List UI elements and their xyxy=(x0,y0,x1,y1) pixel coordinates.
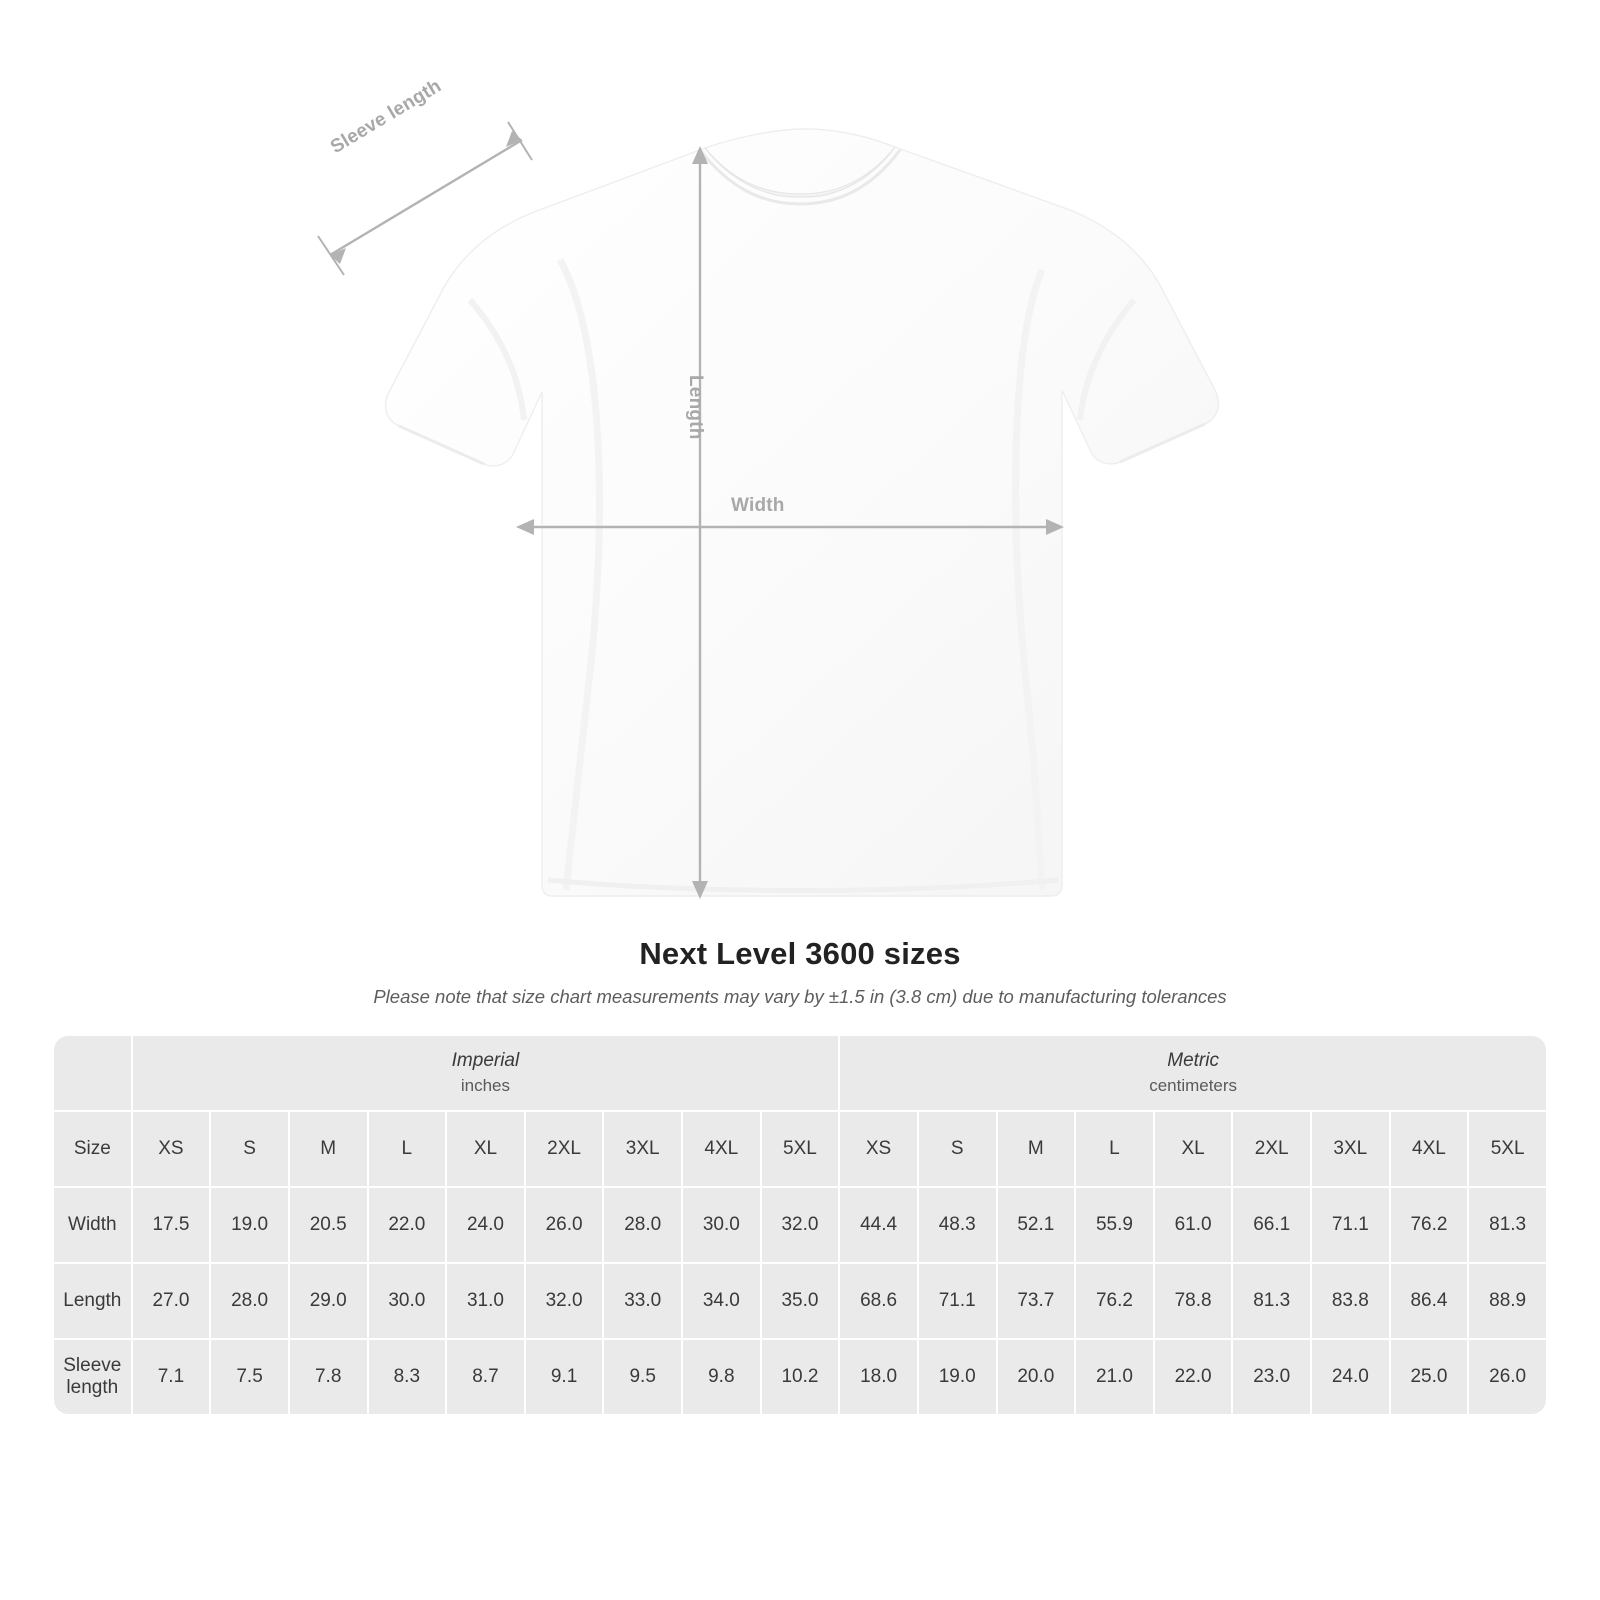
size-column-label: Size xyxy=(54,1112,131,1186)
measurement-cell: 9.8 xyxy=(683,1340,760,1414)
width-label: Width xyxy=(731,495,785,516)
tolerance-note: Please note that size chart measurements may vary by ±1.5 in (3.8 cm) due to manufacturing tolerances xyxy=(373,986,1227,1007)
chart-heading xyxy=(0,936,1600,1008)
measurement-cell: 20.5 xyxy=(290,1188,367,1262)
size-header-cell: XS xyxy=(840,1112,917,1186)
size-header-cell: 3XL xyxy=(1312,1112,1389,1186)
table-corner-cell xyxy=(54,1036,131,1110)
measurement-cell: 28.0 xyxy=(211,1264,288,1338)
measurement-cell: 52.1 xyxy=(998,1188,1075,1262)
size-table xyxy=(52,1034,1548,1416)
measurement-cell: 26.0 xyxy=(1469,1340,1546,1414)
measurement-cell: 29.0 xyxy=(290,1264,367,1338)
measurement-cell: 8.3 xyxy=(369,1340,446,1414)
measurement-cell: 88.9 xyxy=(1469,1264,1546,1338)
measurement-cell: 55.9 xyxy=(1076,1188,1153,1262)
size-header-cell: 4XL xyxy=(683,1112,760,1186)
measurement-cell: 61.0 xyxy=(1155,1188,1232,1262)
measurement-cell: 28.0 xyxy=(604,1188,681,1262)
measurement-cell: 32.0 xyxy=(762,1188,839,1262)
unit-header-row xyxy=(54,1036,1546,1110)
measurement-cell: 35.0 xyxy=(762,1264,839,1338)
measurement-cell: 24.0 xyxy=(447,1188,524,1262)
measurement-cell: 83.8 xyxy=(1312,1264,1389,1338)
row-label-width: Width xyxy=(54,1188,131,1262)
sleeve-length-label: Sleeve length xyxy=(327,75,446,159)
measurement-cell: 68.6 xyxy=(840,1264,917,1338)
measurement-cell: 19.0 xyxy=(211,1188,288,1262)
measurement-cell: 8.7 xyxy=(447,1340,524,1414)
measurement-cell: 21.0 xyxy=(1076,1340,1153,1414)
table-row xyxy=(54,1188,1546,1262)
length-label: Length xyxy=(685,375,706,440)
measurement-cell: 31.0 xyxy=(447,1264,524,1338)
measurement-cell: 81.3 xyxy=(1233,1264,1310,1338)
size-header-cell: L xyxy=(369,1112,446,1186)
row-label-sleeve-length: Sleeve length xyxy=(54,1340,131,1414)
measurement-cell: 86.4 xyxy=(1391,1264,1468,1338)
size-header-cell: 2XL xyxy=(526,1112,603,1186)
measurement-cell: 73.7 xyxy=(998,1264,1075,1338)
size-header-cell: XS xyxy=(133,1112,210,1186)
measurement-cell: 25.0 xyxy=(1391,1340,1468,1414)
measurement-cell: 66.1 xyxy=(1233,1188,1310,1262)
table-row xyxy=(54,1340,1546,1414)
page-title: Next Level 3600 sizes xyxy=(639,936,961,971)
size-header-cell: 4XL xyxy=(1391,1112,1468,1186)
measurement-cell: 33.0 xyxy=(604,1264,681,1338)
measurement-cell: 19.0 xyxy=(919,1340,996,1414)
size-header-cell: M xyxy=(998,1112,1075,1186)
measurement-cell: 7.8 xyxy=(290,1340,367,1414)
measurement-cell: 22.0 xyxy=(369,1188,446,1262)
unit-group-name: Imperial xyxy=(451,1050,520,1071)
size-header-cell: 5XL xyxy=(762,1112,839,1186)
measurement-cell: 81.3 xyxy=(1469,1188,1546,1262)
measurement-cell: 26.0 xyxy=(526,1188,603,1262)
measurement-cell: 78.8 xyxy=(1155,1264,1232,1338)
measurement-cell: 48.3 xyxy=(919,1188,996,1262)
measurement-cell: 22.0 xyxy=(1155,1340,1232,1414)
table-row xyxy=(54,1264,1546,1338)
measurement-cell: 9.1 xyxy=(526,1340,603,1414)
unit-group-header-imperial xyxy=(133,1036,839,1110)
measurement-cell: 30.0 xyxy=(369,1264,446,1338)
measurement-cell: 24.0 xyxy=(1312,1340,1389,1414)
measurement-cell: 7.1 xyxy=(133,1340,210,1414)
measurement-cell: 32.0 xyxy=(526,1264,603,1338)
shirt-body xyxy=(386,129,1219,896)
measurement-cell: 9.5 xyxy=(604,1340,681,1414)
size-header-cell: 5XL xyxy=(1469,1112,1546,1186)
size-table-wrapper xyxy=(52,1034,1548,1416)
row-label-length: Length xyxy=(54,1264,131,1338)
unit-group-header-metric xyxy=(840,1036,1546,1110)
measurement-cell: 34.0 xyxy=(683,1264,760,1338)
measurement-cell: 30.0 xyxy=(683,1188,760,1262)
measurement-cell: 44.4 xyxy=(840,1188,917,1262)
size-header-cell: 2XL xyxy=(1233,1112,1310,1186)
measurement-cell: 10.2 xyxy=(762,1340,839,1414)
measurement-cell: 23.0 xyxy=(1233,1340,1310,1414)
measurement-cell: 76.2 xyxy=(1391,1188,1468,1262)
measurement-cell: 71.1 xyxy=(1312,1188,1389,1262)
size-header-cell: 3XL xyxy=(604,1112,681,1186)
measurement-cell: 17.5 xyxy=(133,1188,210,1262)
size-header-cell: XL xyxy=(447,1112,524,1186)
measurement-cell: 20.0 xyxy=(998,1340,1075,1414)
size-header-cell: L xyxy=(1076,1112,1153,1186)
width-arrow-left xyxy=(516,519,534,535)
size-header-row xyxy=(54,1112,1546,1186)
size-header-cell: XL xyxy=(1155,1112,1232,1186)
measurement-cell: 27.0 xyxy=(133,1264,210,1338)
unit-group-name: Metric xyxy=(1167,1050,1219,1071)
size-header-cell: S xyxy=(211,1112,288,1186)
measurement-cell: 7.5 xyxy=(211,1340,288,1414)
size-header-cell: S xyxy=(919,1112,996,1186)
measurement-cell: 18.0 xyxy=(840,1340,917,1414)
unit-group-sub: inches xyxy=(460,1076,510,1095)
measurement-cell: 71.1 xyxy=(919,1264,996,1338)
unit-group-sub: centimeters xyxy=(1149,1076,1238,1095)
measurement-cell: 76.2 xyxy=(1076,1264,1153,1338)
size-header-cell: M xyxy=(290,1112,367,1186)
